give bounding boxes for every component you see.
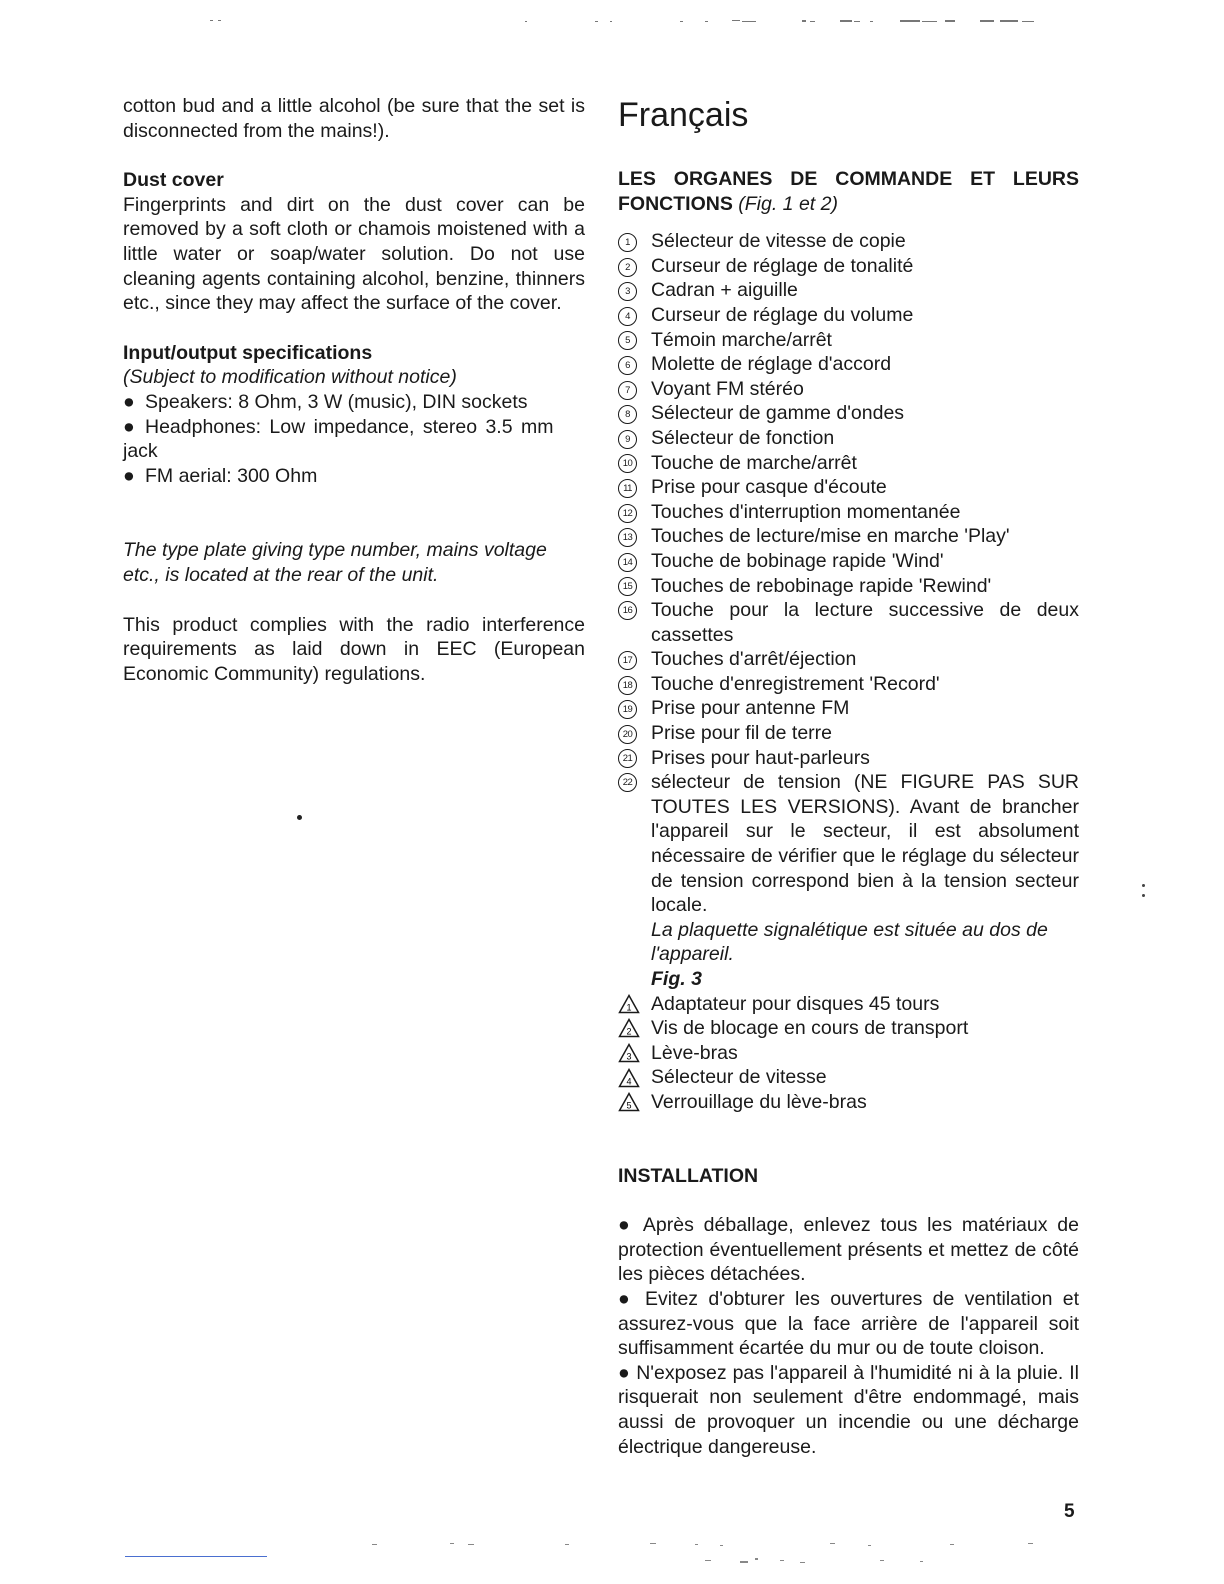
controls-heading: LES ORGANES DE COMMANDE ET LEURS FONCTIONS (Fig. 1 et 2): [618, 168, 1079, 215]
bullet-icon: ●: [123, 464, 135, 487]
fig3-label: Lève-bras: [651, 1041, 738, 1064]
control-item: [618, 549, 1079, 574]
circled-number: 12: [618, 504, 637, 523]
installation-list: [618, 1213, 1079, 1459]
circled-number: 20: [618, 725, 637, 744]
type-plate-note: The type plate giving type number, mains voltage etc., is located at the rear of the unit.: [123, 539, 547, 586]
compliance-paragraph: This product complies with the radio interference requirements as laid down in EEC (European Economic Community) regulations.: [123, 613, 585, 685]
control-item: [618, 303, 1079, 328]
circled-number: 6: [618, 356, 637, 375]
plate-note: La plaquette signalétique est située au dos de l'appareil.: [651, 918, 1048, 966]
control-item: [618, 500, 1079, 525]
control-item: [618, 672, 1079, 697]
fig3-label: Fig. 3: [651, 968, 702, 990]
fig3-item: [618, 1016, 1079, 1041]
language-title: Français: [618, 96, 749, 134]
control-label: Touches de lecture/mise en marche 'Play': [651, 525, 1010, 548]
circled-number: 5: [618, 331, 637, 350]
control-item: [618, 229, 1079, 254]
fig3-item: [618, 1090, 1079, 1115]
control-label: Curseur de réglage de tonalité: [651, 254, 914, 277]
circled-number: 2: [618, 258, 637, 277]
stray-mark: [297, 815, 302, 820]
dust-cover-paragraph: Fingerprints and dirt on the dust cover can be removed by a soft cloth or chamois moistened with a little water or soap/water solution. Do not use cleaning agents containing alcohol, benzine, thinners etc., since they may affect the surface of the cover.: [123, 193, 585, 315]
circled-number: 8: [618, 405, 637, 424]
installation-item: ● Evitez d'obturer les ouvertures de ventilation et assurez-vous que la face arrière de l'appareil soit suffisamment écartée du mur ou de toute cloison.: [618, 1287, 1079, 1360]
fig3-label: Sélecteur de vitesse: [651, 1066, 827, 1089]
circled-number: 9: [618, 430, 637, 449]
left-column: [123, 93, 585, 686]
circled-number: 22: [618, 773, 637, 792]
control-label: Touches d'interruption momentanée: [651, 500, 961, 523]
control-label: Prise pour fil de terre: [651, 722, 832, 745]
triangle-number-icon: [618, 994, 640, 1014]
control-item: [618, 696, 1079, 721]
control-item: [618, 352, 1079, 377]
triangle-number: 3: [626, 1051, 632, 1062]
control-item: [618, 426, 1079, 451]
controls-list: [618, 229, 1079, 918]
fig-reference: (Fig. 1 et 2): [738, 192, 838, 215]
control-label: Sélecteur de fonction: [651, 426, 835, 449]
fig3-label: Vis de blocage en cours de transport: [651, 1017, 969, 1040]
control-item: [618, 278, 1079, 303]
triangle-number: 5: [626, 1100, 632, 1111]
installation-item: ● Après déballage, enlevez tous les matériaux de protection éventuellement présents et mettez de côté les pièces détachées.: [618, 1214, 1079, 1286]
circled-number: 13: [618, 528, 637, 547]
circled-number: 10: [618, 454, 637, 473]
control-item: [618, 328, 1079, 353]
control-item: [618, 721, 1079, 746]
bullet-icon: ●: [618, 1361, 637, 1384]
control-label: Sélecteur de vitesse de copie: [651, 230, 906, 253]
fig3-label: Verrouillage du lève-bras: [651, 1090, 867, 1113]
io-spec-item: ● Speakers: 8 Ohm, 3 W (music), DIN sockets: [123, 390, 528, 413]
control-item: [618, 746, 1079, 771]
control-label: Voyant FM stéréo: [651, 377, 804, 400]
right-column: [618, 93, 1079, 1459]
installation-heading: INSTALLATION: [618, 1164, 759, 1187]
circled-number: 21: [618, 749, 637, 768]
control-label: Cadran + aiguille: [651, 279, 798, 302]
control-label: Prise pour antenne FM: [651, 697, 850, 720]
control-label: Curseur de réglage du volume: [651, 303, 914, 326]
intro-paragraph: cotton bud and a little alcohol (be sure that the set is disconnected from the mains!).: [123, 95, 585, 142]
control-label: Prise pour casque d'écoute: [651, 476, 887, 499]
fig3-label: Adaptateur pour disques 45 tours: [651, 992, 940, 1015]
triangle-number-icon: [618, 1068, 640, 1088]
page-number: 5: [1064, 1501, 1075, 1522]
control-label: Prises pour haut-parleurs: [651, 746, 870, 769]
control-label: Témoin marche/arrêt: [651, 328, 832, 351]
control-item: [618, 524, 1079, 549]
control-item: [618, 475, 1079, 500]
io-spec-note: (Subject to modification without notice): [123, 366, 457, 389]
circled-number: 7: [618, 381, 637, 400]
fig3-item: [618, 992, 1079, 1017]
control-label: sélecteur de tension (NE FIGURE PAS SUR TOUTES LES VERSIONS). Avant de brancher l'appareil sur le secteur, il est absolument nécessaire de vérifier que le réglage du sélecteur de tension correspond bien à la tension secteur locale.: [651, 771, 1079, 917]
fig3-item: [618, 1065, 1079, 1090]
dust-cover-heading: Dust cover: [123, 169, 224, 192]
control-item: [618, 574, 1079, 599]
circled-number: 16: [618, 601, 637, 620]
scan-specks-bottom: [360, 1540, 1060, 1570]
circled-number: 4: [618, 307, 637, 326]
circled-number: 1: [618, 233, 637, 252]
bullet-icon: ●: [123, 415, 135, 438]
bullet-icon: ●: [618, 1214, 643, 1237]
control-item: [618, 401, 1079, 426]
control-label: Touches d'arrêt/éjection: [651, 648, 857, 671]
circled-number: 17: [618, 651, 637, 670]
fig3-list: [618, 992, 1079, 1115]
triangle-number-icon: [618, 1018, 640, 1038]
control-item: [618, 377, 1079, 402]
triangle-number: 4: [626, 1076, 632, 1087]
control-label: Touches de rebobinage rapide 'Rewind': [651, 574, 992, 597]
control-item: [618, 451, 1079, 476]
fig3-item: [618, 1041, 1079, 1066]
control-item: [618, 598, 1079, 647]
io-spec-heading: Input/output specifications: [123, 341, 373, 364]
control-item: [618, 770, 1079, 918]
circled-number: 15: [618, 577, 637, 596]
triangle-number-icon: [618, 1043, 640, 1063]
circled-number: 11: [618, 479, 637, 498]
circled-number: 19: [618, 700, 637, 719]
control-label: Touche d'enregistrement 'Record': [651, 672, 940, 695]
installation-item: ● N'exposez pas l'appareil à l'humidité ni à la pluie. Il risquerait non seulement d'être endommagé, mais aussi de provoquer un incendie ou une décharge électrique dangereuse.: [618, 1361, 1080, 1458]
circled-number: 3: [618, 282, 637, 301]
control-item: [618, 647, 1079, 672]
circled-number: 14: [618, 553, 637, 572]
control-label: Molette de réglage d'accord: [651, 353, 892, 376]
control-label: Touche de marche/arrêt: [651, 451, 857, 474]
control-label: Sélecteur de gamme d'ondes: [651, 402, 905, 425]
control-item: [618, 254, 1079, 279]
triangle-number-icon: [618, 1092, 640, 1112]
io-spec-item: ● Headphones: Low impedance, stereo 3.5 mm jack: [123, 415, 554, 463]
triangle-number: 2: [626, 1026, 632, 1037]
stray-mark: [1142, 884, 1145, 887]
bullet-icon: ●: [123, 390, 135, 413]
triangle-number: 1: [626, 1002, 632, 1013]
footer-rule: [125, 1556, 267, 1557]
circled-number: 18: [618, 676, 637, 695]
control-label: Touche pour la lecture successive de deux cassettes: [651, 599, 1079, 646]
stray-mark: [1142, 894, 1145, 897]
io-spec-item: ● FM aerial: 300 Ohm: [123, 464, 318, 487]
control-label: Touche de bobinage rapide 'Wind': [651, 549, 944, 572]
scan-specks-top: [210, 16, 1050, 26]
bullet-icon: ●: [618, 1287, 645, 1310]
